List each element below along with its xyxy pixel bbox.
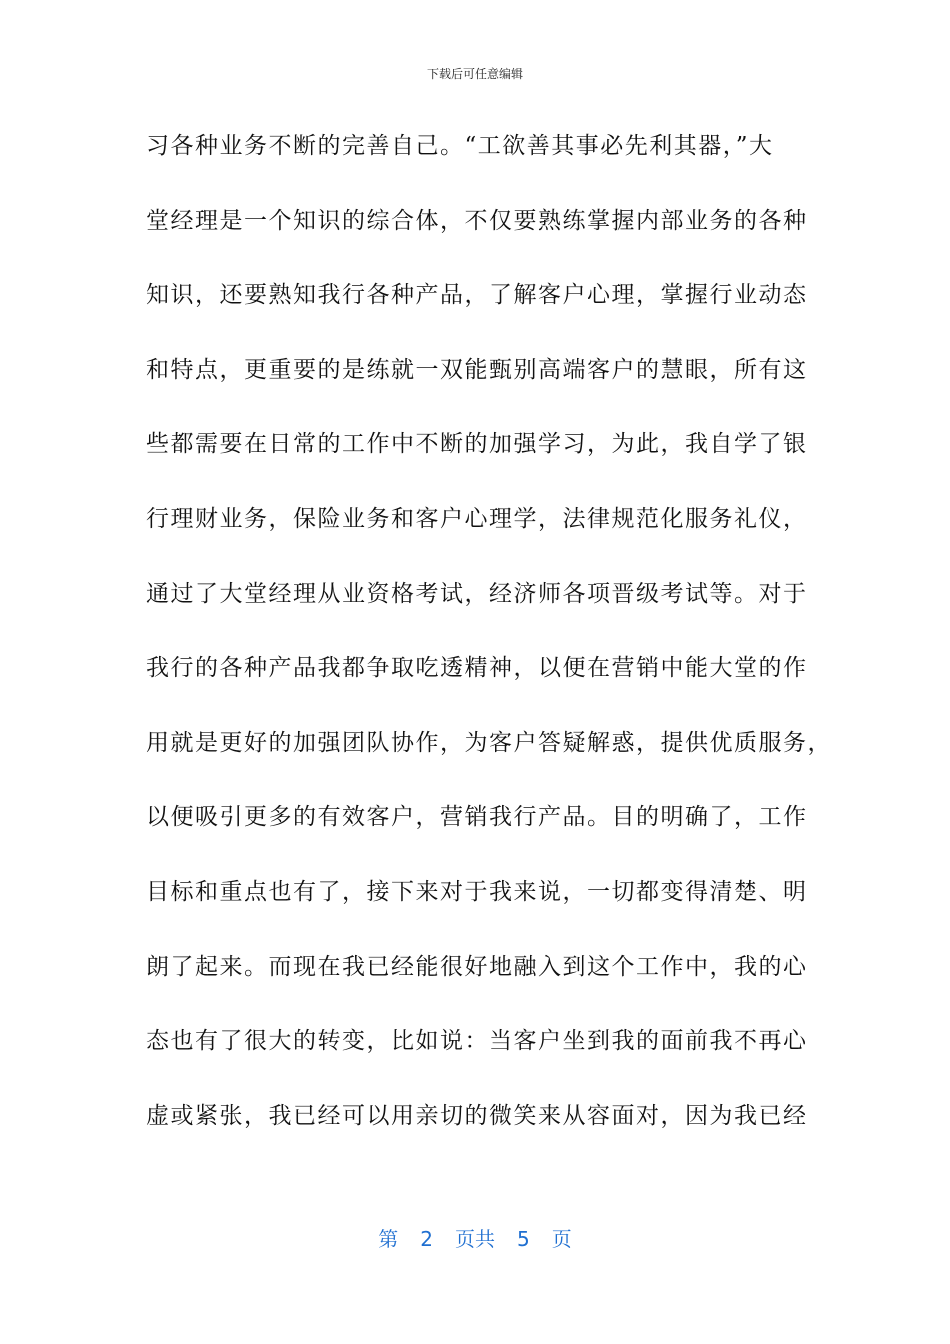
page-footer bbox=[0, 1226, 950, 1252]
body-line: 用就是更好的加强团队协作，为客户答疑解惑，提供优质服务， bbox=[146, 729, 832, 756]
body-line: 行理财业务，保险业务和客户心理学，法律规范化服务礼仪， bbox=[146, 505, 808, 532]
footer-middle: 页共 bbox=[455, 1227, 495, 1251]
footer-suffix: 页 bbox=[551, 1227, 572, 1251]
footer-prefix: 第 bbox=[378, 1227, 399, 1251]
document-body bbox=[146, 126, 832, 1170]
body-line: 虚或紧张，我已经可以用亲切的微笑来从容面对，因为我已经 bbox=[146, 1102, 808, 1129]
body-line: 朗了起来。而现在我已经能很好地融入到这个工作中，我的心 bbox=[146, 953, 808, 980]
body-line: 堂经理是一个知识的综合体，不仅要熟练掌握内部业务的各种 bbox=[146, 207, 808, 234]
total-pages-number: 5 bbox=[517, 1227, 530, 1251]
body-line: 以便吸引更多的有效客户，营销我行产品。目的明确了，工作 bbox=[146, 804, 808, 831]
body-line: 目标和重点也有了，接下来对于我来说，一切都变得清楚、明 bbox=[146, 878, 808, 905]
body-line: 态也有了很大的转变，比如说：当客户坐到我的面前我不再心 bbox=[146, 1028, 808, 1055]
body-line: 些都需要在日常的工作中不断的加强学习，为此，我自学了银 bbox=[146, 431, 808, 458]
body-line: 知识，还要熟知我行各种产品，了解客户心理，掌握行业动态 bbox=[146, 282, 808, 309]
body-line: 和特点，更重要的是练就一双能甄别高端客户的慧眼，所有这 bbox=[146, 356, 808, 383]
body-line: 我行的各种产品我都争取吃透精神，以便在营销中能大堂的作 bbox=[146, 655, 808, 682]
current-page-number: 2 bbox=[420, 1227, 433, 1251]
body-line: 通过了大堂经理从业资格考试，经济师各项晋级考试等。对于 bbox=[146, 580, 808, 607]
page-header: 下载后可任意编辑 bbox=[426, 67, 523, 81]
body-line: 习各种业务不断的完善自己。“工欲善其事必先利其器，”大 bbox=[146, 133, 774, 159]
